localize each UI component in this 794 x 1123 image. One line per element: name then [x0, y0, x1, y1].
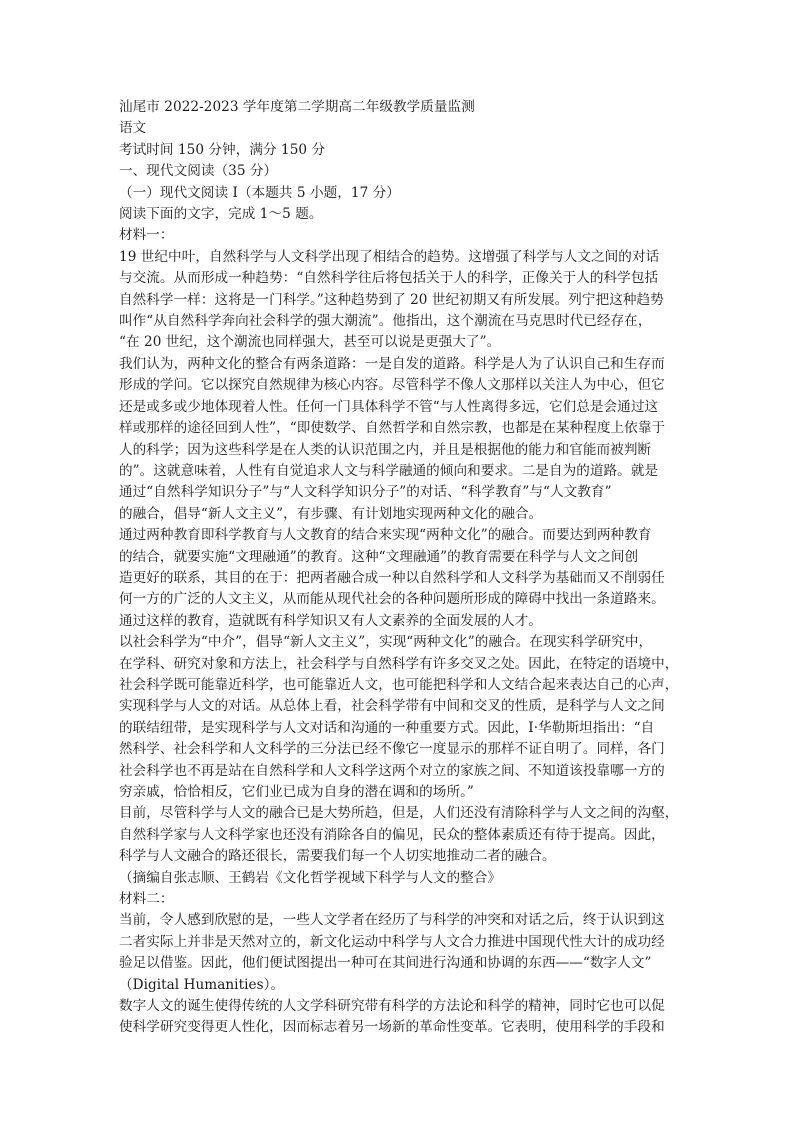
subject-label: 语文 — [119, 120, 147, 137]
text-line: 实现科学与人文的对话。从总体上看，社会科学带有中间和交叉的性质，是科学与人文之间 — [119, 698, 665, 715]
material1-source: （摘编自张志顺、王鹤岩《文化哲学视域下科学与人文的整合》 — [119, 869, 502, 886]
text-line: 二者实际上并非是天然对立的，新文化运动中科学与人文合力推进中国现代性大计的成功经 — [119, 933, 665, 950]
section-subheading: （一）现代文阅读 I（本题共 5 小题，17 分） — [119, 184, 400, 201]
material2-paragraph-1 — [119, 910, 679, 996]
text-line: 通过这样的教育，造就既有科学知识又有人文素养的全面发展的人才。 — [119, 612, 542, 629]
text-line: 我们认为，两种文化的整合有两条道路：一是自发的道路。科学是人为了认识自己和生存而 — [119, 355, 665, 372]
material1-label: 材料一： — [119, 227, 174, 244]
text-line: 通过“自然科学知识分子”与“人文科学知识分子”的对话、“科学教育”与“人文教育” — [119, 484, 612, 501]
material1-paragraph-4 — [119, 632, 679, 803]
text-line: 科学与人文融合的路还很长，需要我们每一个人切实地推动二者的融合。 — [119, 848, 556, 865]
text-line: 还是或多或少地体现着人性。任何一门具体科学不管“与人性离得多远，它们总是会通过这 — [119, 398, 659, 415]
text-line: 的结合，就要实施“文理融通”的教育。这种“文理融通”的教育需要在科学与人文之间创 — [119, 548, 639, 565]
exam-page — [119, 97, 679, 1039]
text-line: 在学科、研究对象和方法上，社会科学与自然科学有许多交叉之处。因此，在特定的语境中， — [119, 655, 679, 672]
text-line: 穷亲戚，恰恰相反，它们业已成为自身的潜在调和的场所。” — [119, 784, 474, 800]
text-line: 通过两种教育即科学教育与人文教育的结合来实现“两种文化”的融合。而要达到两种教育 — [119, 527, 652, 544]
text-line: 何一方的广泛的人文主义，从而能从现代社会的各种问题所形成的障碍中找出一条道路来。 — [119, 591, 665, 608]
material2-paragraph-2 — [119, 996, 679, 1039]
text-line: 社会科学也不再是站在自然科学和人文科学这两个对立的家族之间、不知道该投靠哪一方的 — [119, 762, 665, 779]
text-line: 19 世纪中叶，自然科学与人文科学出现了相结合的趋势。这增强了科学与人文之间的对话 — [119, 248, 660, 265]
text-line: 的联结纽带，是实现科学与人文对话和沟通的一种重要方式。因此，I·华勒斯坦指出：“自 — [119, 719, 655, 736]
text-line: 数字人文的诞生使得传统的人文学科研究带有科学的方法论和科学的精神，同时它也可以促 — [119, 998, 665, 1015]
text-line: 目前，尽管科学与人文的融合已是大势所趋，但是，人们还没有清除科学与人文之间的沟壑， — [119, 805, 679, 822]
text-line: “在 20 世纪，这个潮流也同样强大，甚至可以说是更强大了”。 — [119, 334, 501, 351]
text-line: 当前，令人感到欣慰的是，一些人文学者在经历了与科学的冲突和对话之后，终于认识到这 — [119, 912, 665, 929]
text-line: 形成的学问。它以探究自然规律为核心内容。尽管科学不像人文那样以关注人为中心，但它 — [119, 377, 665, 394]
text-line: 然科学、社会科学和人文科学的三分法已经不像它一度显示的那样不证自明了。同样，各门 — [119, 741, 665, 758]
material2-label: 材料二： — [119, 891, 174, 908]
section-heading: 一、现代文阅读（35 分） — [119, 163, 278, 180]
text-line: 社会科学既可能靠近科学，也可能靠近人文，也可能把科学和人文结合起来表达自己的心声， — [119, 676, 679, 693]
text-line: 样或那样的途径回到人性”，“即使数学、自然哲学和自然宗教，也都是在某种程度上依靠于 — [119, 420, 666, 437]
text-line: 验足以借鉴。因此，他们便试图提出一种可在其间进行沟通和协调的东西——“数字人文” — [119, 955, 652, 972]
text-line: 使科学研究变得更人性化，因而标志着另一场新的革命性变革。它表明，使用科学的手段和 — [119, 1019, 665, 1036]
material1-paragraph-3 — [119, 525, 679, 632]
exam-title: 汕尾市 2022-2023 学年度第二学期高二年级教学质量监测 — [119, 99, 475, 115]
text-line: （Digital Humanities）。 — [119, 976, 285, 993]
text-line: 以社会科学为“中介”，倡导“新人文主义”，实现“两种文化”的融合。在现实科学研究中， — [119, 634, 653, 651]
time-score-info: 考试时间 150 分钟，满分 150 分 — [119, 141, 326, 158]
text-line: 造更好的联系，其目的在于：把两者融合成一种以自然科学和人文科学为基础而又不削弱任 — [119, 569, 665, 586]
material1-paragraph-5 — [119, 803, 679, 867]
text-line: 叫作“从自然科学奔向社会科学的强大潮流”。他指出，这个潮流在马克思时代已经存在， — [119, 313, 652, 330]
text-line: 的融合，倡导“新人文主义”，有步骤、有计划地实现两种文化的融合。 — [119, 505, 543, 522]
text-line: 的”。这就意味着，人性有自觉追求人文与科学融通的倾向和要求。二是自为的道路。就是 — [119, 462, 659, 479]
text-line: 自然科学家与人文科学家也还没有消除各自的偏见，民众的整体素质还有待于提高。因此， — [119, 826, 665, 843]
text-line: 与交流。从而形成一种趋势：“自然科学往后将包括关于人的科学，正像关于人的科学包括 — [119, 270, 659, 287]
text-line: 自然科学一样：这将是一门科学。”这种趋势到了 20 世纪初期又有所发展。列宁把这种趋势 — [119, 291, 664, 308]
material1-paragraph-2 — [119, 354, 679, 525]
reading-instruction: 阅读下面的文字，完成 1～5 题。 — [119, 206, 323, 223]
text-line: 人的科学；因为这些科学是在人类的认识范围之内，并且是根据他的能力和官能而被判断 — [119, 441, 652, 458]
material1-paragraph-1 — [119, 247, 679, 354]
